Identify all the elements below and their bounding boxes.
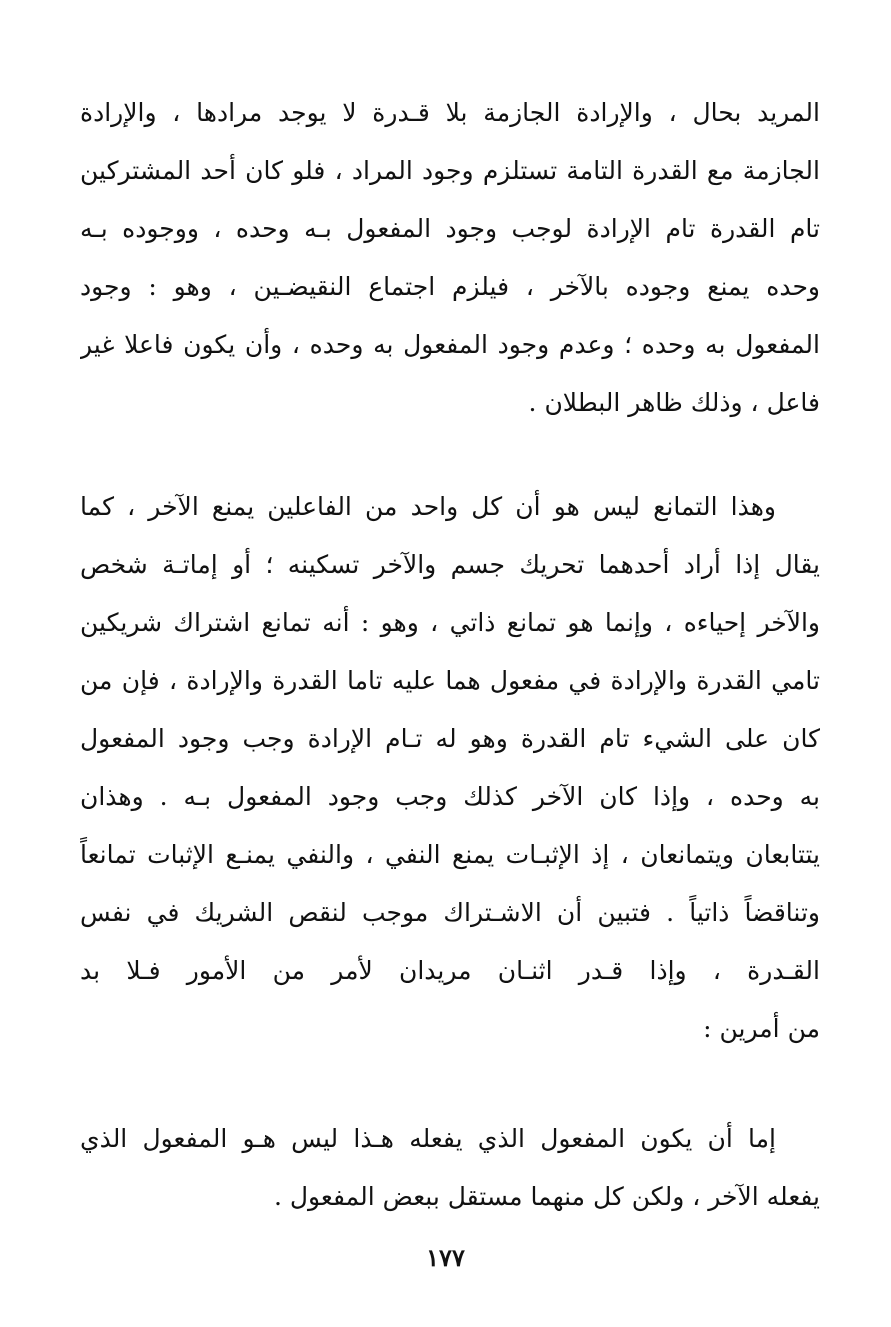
text-line: وحده يمنع وجوده بالآخر ، فيلزم اجتماع النقيضـين ، وهو : وجود xyxy=(80,272,820,301)
text-line: كان على الشيء تام القدرة وهو له تـام الإرادة وجب وجود المفعول xyxy=(80,724,820,753)
text-line: به وحده ، وإذا كان الآخر كذلك وجب وجود المفعول بـه . وهذان xyxy=(80,782,820,811)
page-number: ١٧٧ xyxy=(426,1243,465,1272)
text-line: من أمرين : xyxy=(703,1014,820,1043)
paragraph-2 xyxy=(80,478,820,1058)
text-line: يتتابعان ويتمانعان ، إذ الإثبـات يمنع النفي ، والنفي يمنـع الإثبات تمانعاً xyxy=(80,840,820,869)
text-line: تام القدرة تام الإرادة لوجب وجود المفعول بـه وحده ، ووجوده بـه xyxy=(80,214,820,243)
text-line: الجازمة مع القدرة التامة تستلزم وجود المراد ، فلو كان أحد المشتركين xyxy=(80,156,820,185)
paragraph-1 xyxy=(80,84,820,432)
text-line: فاعل ، وذلك ظاهر البطلان . xyxy=(528,388,820,417)
text-line: إما أن يكون المفعول الذي يفعله هـذا ليس هـو المفعول الذي xyxy=(80,1124,776,1153)
text-line: وهذا التمانع ليس هو أن كل واحد من الفاعلين يمنع الآخر ، كما xyxy=(80,492,776,521)
text-line: والآخر إحياءه ، وإنما هو تمانع ذاتي ، وهو : أنه تمانع اشتراك شريكين xyxy=(80,608,820,637)
text-line: المفعول به وحده ؛ وعدم وجود المفعول به وحده ، وأن يكون فاعلا غير xyxy=(80,330,820,359)
text-line: القـدرة ، وإذا قـدر اثنـان مريدان لأمر من الأمور فـلا بد xyxy=(80,956,820,985)
text-line: يقال إذا أراد أحدهما تحريك جسم والآخر تسكينه ؛ أو إماتـة شخص xyxy=(80,550,820,579)
text-line: تامي القدرة والإرادة في مفعول هما عليه تاما القدرة والإرادة ، فإن من xyxy=(80,666,820,695)
paragraph-3 xyxy=(80,1110,820,1226)
text-line: المريد بحال ، والإرادة الجازمة بلا قـدرة لا يوجد مرادها ، والإرادة xyxy=(80,98,820,127)
text-line: وتناقضاً ذاتياً . فتبين أن الاشـتراك موجب لنقص الشريك في نفس xyxy=(80,898,820,927)
text-line: يفعله الآخر ، ولكن كل منهما مستقل ببعض المفعول . xyxy=(273,1182,820,1211)
